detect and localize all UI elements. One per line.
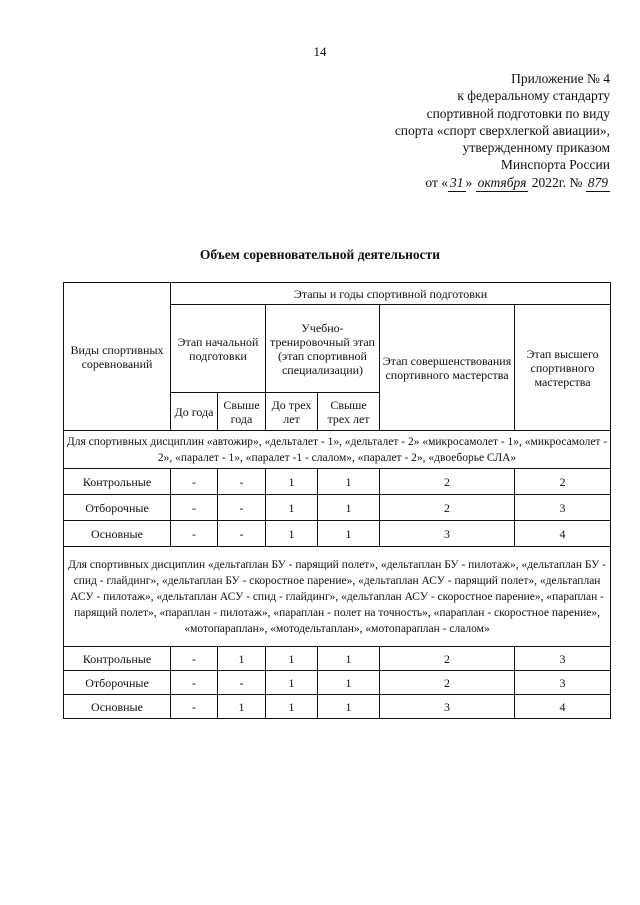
table-cell: 2 — [380, 495, 515, 521]
table-cell: - — [218, 495, 266, 521]
appendix-line: Приложение № 4 — [511, 71, 610, 86]
year-suffix: г. № — [558, 174, 583, 190]
header-improvement-stage: Этап совершенствования спортивного мастерства — [380, 305, 515, 431]
header-higher-stage: Этап высшего спортивного мастерства — [515, 305, 611, 431]
header-stages: Этапы и годы спортивной подготовки — [171, 283, 611, 305]
page-number: 14 — [313, 44, 327, 59]
order-year: 2022 — [531, 174, 559, 190]
competition-volume-table — [63, 282, 611, 719]
table-cell: 3 — [515, 495, 611, 521]
row-label: Отборочные — [64, 495, 171, 521]
appendix-line: спорта «спорт сверхлегкой авиации», — [394, 122, 610, 138]
header-competition-types: Виды спортивных соревнований — [64, 283, 171, 431]
date-mid: » — [465, 174, 473, 190]
date-prefix: от « — [425, 174, 448, 190]
table-cell: 1 — [318, 521, 380, 547]
table-cell: 1 — [266, 671, 318, 695]
table-cell: 2 — [380, 469, 515, 495]
header-up-to-three-years: До трех лет — [266, 393, 318, 431]
table-cell: 2 — [380, 647, 515, 671]
table-cell: 1 — [266, 647, 318, 671]
header-over-three-years: Свыше трех лет — [318, 393, 380, 431]
table-cell: 2 — [515, 469, 611, 495]
discipline-group-title: Для спортивных дисциплин «автожир», «дельталет - 1», «дельталет - 2» «микросамолет - 1», «микросамолет - 2», «паралет - 1», «паралет -1 - слалом», «паралет - 2», «двоеборье СЛА» — [64, 431, 611, 469]
table-cell: 1 — [318, 495, 380, 521]
header-over-year: Свыше года — [218, 393, 266, 431]
table-cell: - — [218, 671, 266, 695]
header-initial-stage: Этап начальной подготовки — [171, 305, 266, 393]
table-cell: 1 — [318, 695, 380, 719]
appendix-line: Минспорта России — [500, 157, 610, 173]
table-cell: 1 — [266, 469, 318, 495]
table-cell: 3 — [380, 521, 515, 547]
document-title: Объем соревновательной деятельности — [199, 247, 441, 262]
table-cell: 2 — [380, 671, 515, 695]
discipline-group-title: Для спортивных дисциплин «дельтаплан БУ - парящий полет», «дельтаплан БУ - пилотаж», «дельтаплан БУ - спид - глайдинг», «дельтаплан БУ - скоростное парение», «дельтаплан АСУ - парящий полет», «дельтаплан АСУ - пилотаж», «дельтаплан АСУ - спид - глайдинг», «дельтаплан АСУ - скоростное парение», «параплан - парящий полет», «параплан - пилотаж», «параплан - полет на точность», «параплан - скоростное парение», «мотопараплан», «мотодельтаплан», «мотопараплан - слалом» — [64, 547, 611, 647]
table-cell: - — [171, 469, 218, 495]
row-label: Отборочные — [64, 671, 171, 695]
handwritten-day: 31 — [448, 174, 466, 192]
row-label: Контрольные — [64, 647, 171, 671]
table-cell: 3 — [515, 647, 611, 671]
appendix-header — [330, 70, 610, 192]
appendix-line: к федеральному стандарту — [457, 88, 610, 104]
handwritten-month: октября — [476, 174, 529, 192]
table-cell: - — [218, 469, 266, 495]
table-cell: 1 — [218, 647, 266, 671]
table-cell: - — [171, 521, 218, 547]
table-cell: - — [171, 671, 218, 695]
table-cell: 1 — [318, 469, 380, 495]
table-cell: 1 — [266, 695, 318, 719]
table-cell: 1 — [266, 495, 318, 521]
table-cell: 3 — [380, 695, 515, 719]
table-cell: - — [218, 521, 266, 547]
table-cell: 1 — [266, 521, 318, 547]
table-cell: 3 — [515, 671, 611, 695]
table-cell: 4 — [515, 695, 611, 719]
table-cell: - — [171, 695, 218, 719]
table-cell: 1 — [318, 671, 380, 695]
row-label: Контрольные — [64, 469, 171, 495]
header-up-to-year: До года — [171, 393, 218, 431]
appendix-line: утвержденному приказом — [462, 140, 610, 156]
row-label: Основные — [64, 695, 171, 719]
table-cell: 1 — [218, 695, 266, 719]
table-cell: - — [171, 647, 218, 671]
handwritten-order-number: 879 — [586, 174, 610, 192]
table-cell: 1 — [318, 647, 380, 671]
table-cell: 4 — [515, 521, 611, 547]
appendix-line: спортивной подготовки по виду — [426, 105, 610, 121]
header-training-stage: Учебно-тренировочный этап (этап спортивной специализации) — [266, 305, 380, 393]
order-date-line — [330, 174, 610, 192]
row-label: Основные — [64, 521, 171, 547]
table-cell: - — [171, 495, 218, 521]
